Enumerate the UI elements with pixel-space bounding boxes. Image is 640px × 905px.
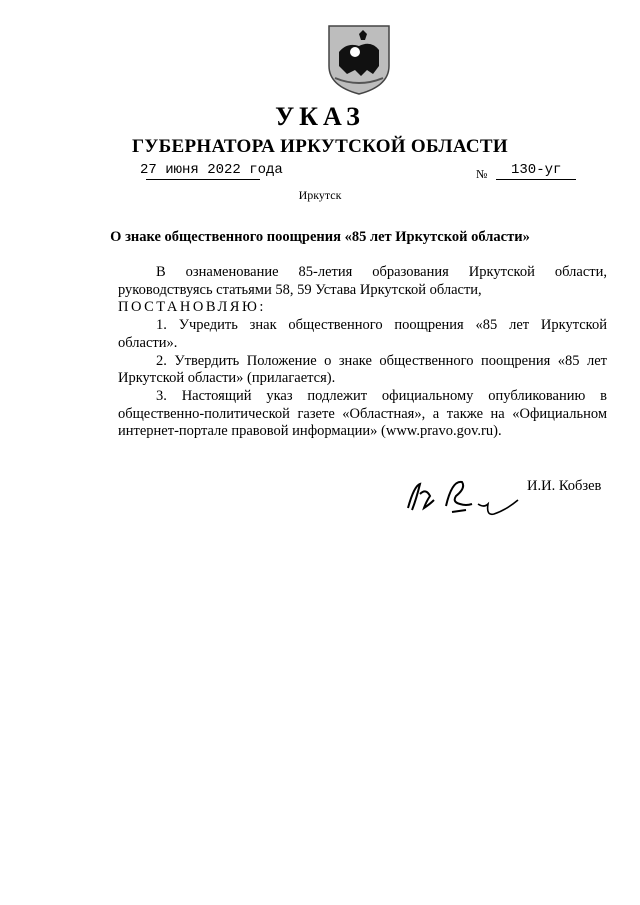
- document-number: 130-уг: [511, 162, 562, 178]
- document-body: [118, 264, 607, 441]
- document-date: 27 июня 2022 года: [140, 162, 283, 178]
- resolve-word: ПОСТАНОВЛЯЮ:: [118, 299, 266, 316]
- clause-2: 2. Утвердить Положение о знаке общественного поощрения «85 лет Иркутской области» (прилагается).: [118, 352, 607, 387]
- decree-heading: УКАЗ: [275, 102, 365, 131]
- clause-1: 1. Учредить знак общественного поощрения «85 лет Иркутской области».: [118, 317, 607, 351]
- number-underline: [496, 179, 576, 180]
- authority-heading: ГУБЕРНАТОРА ИРКУТСКОЙ ОБЛАСТИ: [132, 136, 508, 157]
- clause-3: 3. Настоящий указ подлежит официальному опубликованию в общественно-политической газете «Областная», а также на «Официальном интернет-портале правовой информации» (www.pravo.gov.ru).: [118, 387, 607, 440]
- number-label: №: [476, 167, 488, 181]
- date-underline: [146, 179, 260, 180]
- coat-of-arms-emblem: [325, 22, 393, 96]
- city: Иркутск: [298, 188, 342, 202]
- preamble-paragraph: В ознаменование 85-летия образования Иркутской области, руководствуясь статьями 58, 59 Устава Иркутской области,: [118, 264, 607, 298]
- handwritten-signature: [400, 470, 520, 530]
- document-title: О знаке общественного поощрения «85 лет Иркутской области»: [110, 229, 530, 245]
- signer-name: И.И. Кобзев: [527, 478, 602, 494]
